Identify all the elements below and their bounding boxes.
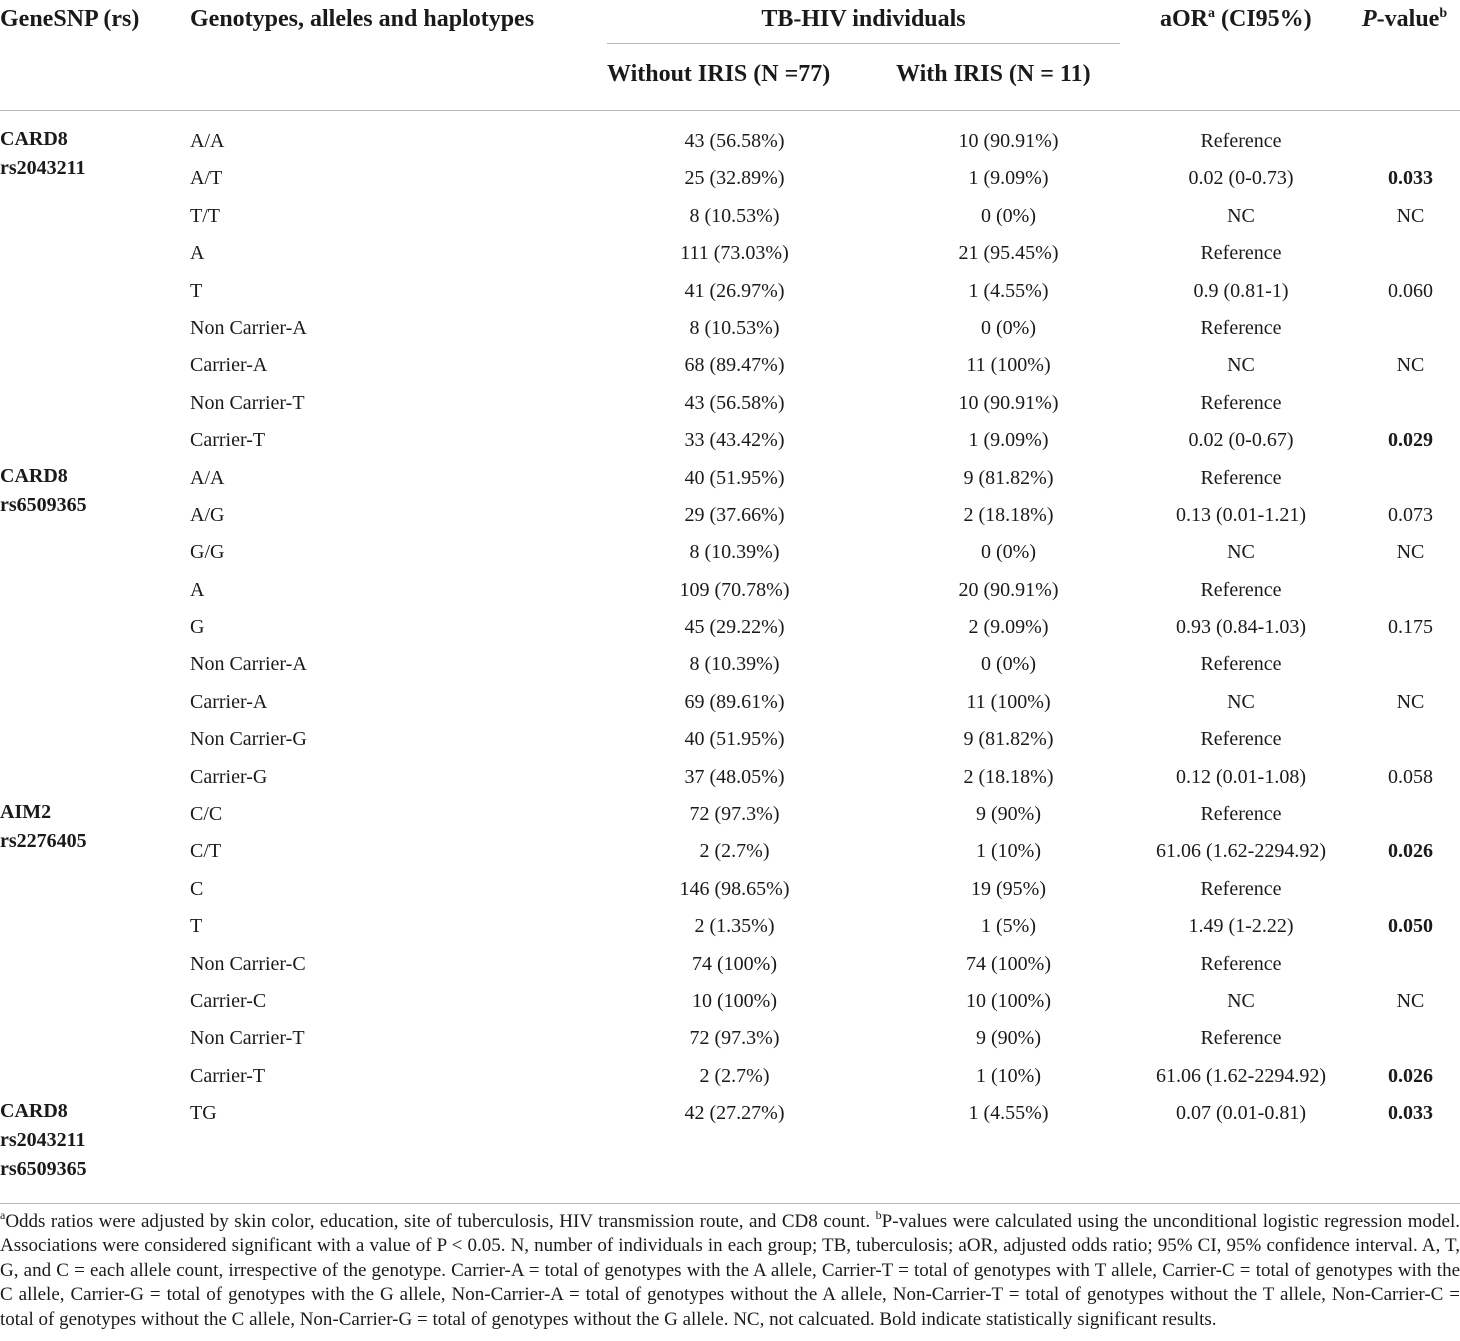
table-row [0,908,1460,945]
with-iris-cell: 1 (4.55%) [968,1102,1049,1125]
without-iris-cell: 29 (37.66%) [684,503,785,526]
aor-cell: 0.02 (0-0.67) [1188,429,1294,452]
table-row [0,646,1460,683]
without-iris-cell: 43 (56.58%) [684,130,785,152]
without-iris-cell: 109 (70.78%) [679,578,790,601]
gene-snp-line: rs2043211 [0,1129,86,1152]
p-value-cell: 0.029 [1388,429,1433,452]
gene-snp-line: AIM2 [0,801,52,824]
aor-cell: Reference [1200,952,1282,975]
genotype-cell: C/T [190,840,222,863]
footnote-marker-a: a [0,1208,6,1222]
table-row [0,1058,1460,1095]
with-iris-cell: 10 (90.91%) [958,130,1059,152]
column-header-without-iris: Without IRIS (N =77) [607,61,831,87]
table-footnote [0,1210,1460,1332]
genotype-cell: A/A [190,130,225,152]
table-row [0,833,1460,870]
genotype-cell: G [190,616,205,639]
without-iris-cell: 10 (100%) [692,989,777,1012]
footnote-marker-b: b [875,1208,882,1222]
aor-label: aOR [1160,6,1208,32]
p-value-cell: 0.175 [1388,616,1433,639]
with-iris-cell: 10 (100%) [966,989,1051,1012]
table-row [0,759,1460,796]
footnote-a-text: Odds ratios were adjusted by skin color, education, site of tuberculosis, HIV transmission route, and CD8 count. [5,1211,876,1232]
table-row [0,1095,1460,1181]
column-header-gene-snp: GeneSNP (rs) [0,6,140,32]
without-iris-cell: 42 (27.27%) [684,1102,785,1125]
table-row [0,1020,1460,1057]
table-row [0,273,1460,310]
without-iris-cell: 40 (51.95%) [684,728,785,751]
p-value-cell: 0.060 [1388,279,1433,302]
table-row [0,422,1460,459]
with-iris-cell: 1 (10%) [976,1064,1041,1087]
genotype-cell: Non Carrier-T [190,391,305,414]
without-iris-cell: 69 (89.61%) [684,690,785,713]
with-iris-cell: 11 (100%) [966,690,1051,713]
without-iris-cell: 74 (100%) [692,952,777,975]
genotype-cell: Non Carrier-A [190,316,307,339]
aor-cell: NC [1227,989,1255,1012]
without-iris-cell: 111 (73.03%) [680,242,789,265]
without-iris-cell: 72 (97.3%) [689,803,780,826]
column-group-header-tb-hiv: TB-HIV individuals [761,6,966,32]
genotype-cell: A/A [190,466,225,489]
without-iris-cell: 8 (10.39%) [689,541,780,564]
with-iris-cell: 20 (90.91%) [958,578,1059,601]
genotype-cell: Carrier-A [190,690,268,713]
without-iris-cell: 33 (43.42%) [684,429,785,452]
p-value-cell: NC [1396,204,1425,227]
with-iris-cell: 1 (9.09%) [968,167,1049,190]
without-iris-cell: 8 (10.53%) [689,204,780,227]
gene-snp-line: rs6509365 [0,1158,87,1181]
p-value-cell: NC [1396,541,1425,564]
table-header [0,0,1460,112]
aor-cell: 0.93 (0.84-1.03) [1176,616,1306,639]
table-row [0,721,1460,758]
gene-snp-cell [0,1097,140,1184]
without-iris-cell: 2 (2.7%) [699,1064,770,1087]
p-value-cell: 0.026 [1388,840,1433,863]
table-row [0,235,1460,272]
genotype-cell: TG [190,1102,217,1125]
without-iris-cell: 8 (10.39%) [689,653,780,676]
p-value-cell: 0.033 [1388,1102,1433,1125]
footnote-b-text: P-values were calculated using the unconditional logistic regression model. Associations were considered significant with a value of P < 0.05. N, number of individuals in each group; TB, tuberculosis; aOR, adjusted odds ratio; 95% CI, 95% confidence interval. A, T, G, and C = each allele count, irrespective of the genotype. Carrier-A = total of genotypes with the A allele, Carrier-T = total of genotypes with T allele, Carrier-C = total of genotypes with the C allele, Carrier-G = total of genotypes with the G allele, Non-Carrier-A = total of genotypes without the A allele, Non-Carrier-T = total of genotypes without the T allele, Non-Carrier-C = total of genotypes without the C allele, Non-Carrier-G = total of genotypes without the G allele. NC, not calcuated. Bold indicate statistically significant results. [0,1211,1460,1330]
table-row [0,160,1460,197]
genotype-cell: G/G [190,541,225,564]
aor-footnote-marker: a [1208,6,1215,21]
gene-snp-line: CARD8 [0,1100,68,1123]
p-value-label: -value [1376,6,1440,32]
genotype-cell: T/T [190,204,220,227]
aor-cell: NC [1227,690,1255,713]
table-row [0,572,1460,609]
table-row [0,946,1460,983]
aor-cell: Reference [1200,1027,1282,1050]
p-value-cell: 0.058 [1388,765,1433,788]
aor-cell: Reference [1200,466,1282,489]
gene-snp-line: rs6509365 [0,493,87,516]
aor-ci-label: (CI95%) [1215,6,1312,32]
p-footnote-marker: b [1439,6,1448,21]
with-iris-cell: 1 (10%) [976,840,1041,863]
table-row [0,310,1460,347]
column-header-genotypes: Genotypes, alleles and haplotypes [190,6,535,32]
genotype-cell: C [190,877,204,900]
aor-cell: Reference [1200,728,1282,751]
with-iris-cell: 9 (81.82%) [963,466,1054,489]
with-iris-cell: 74 (100%) [966,952,1051,975]
with-iris-cell: 19 (95%) [971,877,1046,900]
genotype-cell: T [190,915,203,938]
genotype-cell: A/G [190,503,225,526]
genotype-cell: Carrier-T [190,429,266,452]
with-iris-cell: 9 (90%) [976,803,1041,826]
table-row [0,871,1460,908]
table-row [0,198,1460,235]
aor-cell: Reference [1200,316,1282,339]
without-iris-cell: 43 (56.58%) [684,391,785,414]
with-iris-cell: 10 (90.91%) [958,391,1059,414]
aor-cell: 0.13 (0.01-1.21) [1176,503,1306,526]
with-iris-cell: 0 (0%) [981,541,1036,564]
aor-cell: Reference [1200,130,1282,152]
p-value-cell: NC [1396,989,1425,1012]
without-iris-cell: 40 (51.95%) [684,466,785,489]
table-row [0,609,1460,646]
gene-snp-line: CARD8 [0,464,68,487]
table-row [0,347,1460,384]
p-value-cell: 0.050 [1388,915,1433,938]
genotype-cell: Non Carrier-T [190,1027,305,1050]
p-value-cell: 0.073 [1388,503,1433,526]
with-iris-cell: 1 (5%) [981,915,1036,938]
p-label: P [1362,6,1377,32]
genotype-cell: A [190,242,205,265]
without-iris-cell: 8 (10.53%) [689,316,780,339]
column-header-with-iris: With IRIS (N = 11) [896,61,1091,87]
p-value-cell: 0.026 [1388,1064,1433,1087]
column-header-p-value [1362,5,1447,33]
aor-cell: Reference [1200,242,1282,265]
table-row [0,684,1460,721]
table-row [0,497,1460,534]
genotype-cell: A [190,578,205,601]
genotype-cell: A/T [190,167,223,190]
without-iris-cell: 68 (89.47%) [684,354,785,377]
with-iris-cell: 0 (0%) [981,316,1036,339]
genotype-cell: Non Carrier-A [190,653,307,676]
with-iris-cell: 1 (9.09%) [968,429,1049,452]
with-iris-cell: 21 (95.45%) [958,242,1059,265]
genotype-cell: Carrier-C [190,989,267,1012]
genotype-cell: Carrier-G [190,765,268,788]
p-value-cell: 0.033 [1388,167,1433,190]
header-divider [0,110,1460,111]
with-iris-cell: 0 (0%) [981,204,1036,227]
genotype-cell: Non Carrier-C [190,952,306,975]
without-iris-cell: 41 (26.97%) [684,279,785,302]
aor-cell: 1.49 (1-2.22) [1188,915,1294,938]
aor-cell: 0.9 (0.81-1) [1193,279,1289,302]
group-header-divider [607,43,1120,44]
aor-cell: Reference [1200,578,1282,601]
aor-cell: Reference [1200,803,1282,826]
without-iris-cell: 72 (97.3%) [689,1027,780,1050]
aor-cell: NC [1227,541,1255,564]
table-body [0,123,1460,1181]
genotype-cell: Carrier-A [190,354,268,377]
aor-cell: NC [1227,354,1255,377]
genotype-cell: Non Carrier-G [190,728,307,751]
p-value-cell: NC [1396,354,1425,377]
with-iris-cell: 9 (90%) [976,1027,1041,1050]
aor-cell: 0.02 (0-0.73) [1188,167,1294,190]
without-iris-cell: 2 (1.35%) [694,915,775,938]
with-iris-cell: 2 (9.09%) [968,616,1049,639]
with-iris-cell: 0 (0%) [981,653,1036,676]
column-header-aor [1160,5,1312,33]
aor-cell: 61.06 (1.62-2294.92) [1156,840,1326,863]
without-iris-cell: 2 (2.7%) [699,840,770,863]
aor-cell: Reference [1200,877,1282,900]
without-iris-cell: 146 (98.65%) [679,877,790,900]
with-iris-cell: 1 (4.55%) [968,279,1049,302]
table-row [0,983,1460,1020]
p-value-cell: NC [1396,690,1425,713]
without-iris-cell: 37 (48.05%) [684,765,785,788]
without-iris-cell: 45 (29.22%) [684,616,785,639]
aor-cell: 0.12 (0.01-1.08) [1176,765,1306,788]
gene-snp-line: CARD8 [0,128,68,150]
aor-cell: 0.07 (0.01-0.81) [1176,1102,1306,1125]
gene-snp-line: rs2276405 [0,830,87,853]
genotype-cell: C/C [190,803,223,826]
without-iris-cell: 25 (32.89%) [684,167,785,190]
gene-snp-line: rs2043211 [0,157,86,179]
with-iris-cell: 2 (18.18%) [963,503,1054,526]
genotype-cell: Carrier-T [190,1064,266,1087]
table-row [0,385,1460,422]
table-row [0,534,1460,571]
aor-cell: Reference [1200,391,1282,414]
with-iris-cell: 2 (18.18%) [963,765,1054,788]
aor-cell: Reference [1200,653,1282,676]
aor-cell: 61.06 (1.62-2294.92) [1156,1064,1326,1087]
aor-cell: NC [1227,204,1255,227]
with-iris-cell: 11 (100%) [966,354,1051,377]
table-bottom-divider [0,1203,1460,1204]
genotype-cell: T [190,279,203,302]
with-iris-cell: 9 (81.82%) [963,728,1054,751]
